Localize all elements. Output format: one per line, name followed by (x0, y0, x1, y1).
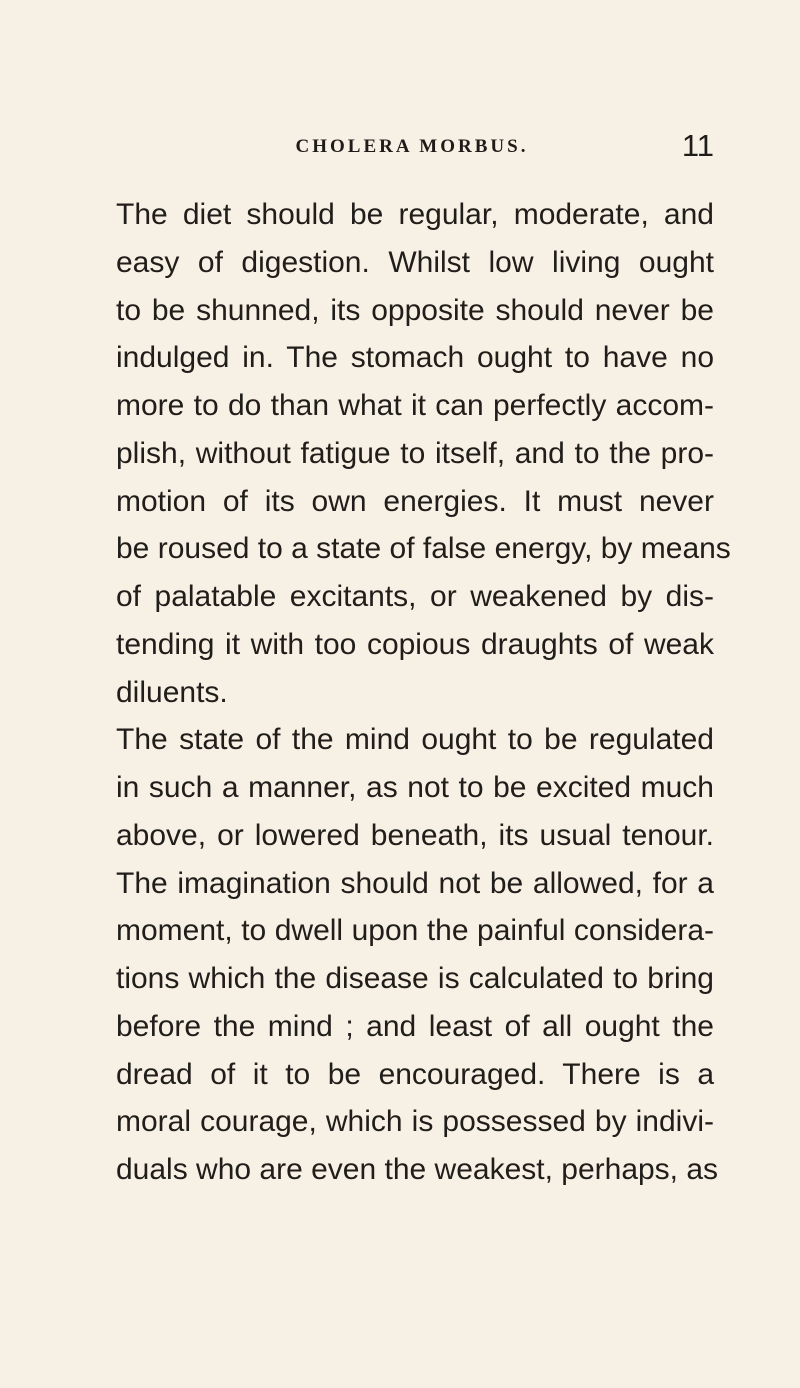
paragraph-end-line: diluents. (116, 675, 228, 709)
text-line: moment, to dwell upon the painful considera- (116, 914, 714, 948)
running-title: CHOLERA MORBUS. (295, 136, 529, 157)
text-line: to be shunned, its opposite should never be (116, 293, 714, 327)
text-line: motion of its own energies. It must never (116, 484, 714, 518)
text-line: more to do than what it can perfectly accom- (116, 389, 714, 422)
text-line: The imagination should not be allowed, for a (116, 866, 714, 900)
text-line: of palatable excitants, or weakened by dis- (116, 580, 714, 613)
text-line: tions which the disease is calculated to bring (116, 962, 714, 995)
text-line: moral courage, which is possessed by indivi- (116, 1105, 714, 1139)
text-line: The diet should be regular, moderate, and (116, 198, 714, 231)
running-head (110, 128, 714, 168)
text-line: indulged in. The stomach ought to have no (116, 341, 714, 375)
body-text (116, 191, 731, 1194)
text-line: above, or lowered beneath, its usual tenour. (116, 818, 714, 852)
text-line: easy of digestion. Whilst low living ought (116, 245, 714, 279)
text-line: dread of it to be encouraged. There is a (116, 1057, 714, 1091)
text-line: tending it with too copious draughts of weak (116, 627, 714, 661)
text-line: in such a manner, as not to be excited much (116, 771, 714, 804)
text-line: duals who are even the weakest, perhaps, as (116, 1153, 719, 1186)
page-number: 11 (681, 128, 714, 163)
text-line: be roused to a state of false energy, by means (116, 532, 731, 566)
text-line: The state of the mind ought to be regulated (116, 723, 714, 757)
text-line: before the mind ; and least of all ought the (116, 1009, 714, 1043)
text-line: plish, without fatigue to itself, and to the pro- (116, 436, 714, 470)
